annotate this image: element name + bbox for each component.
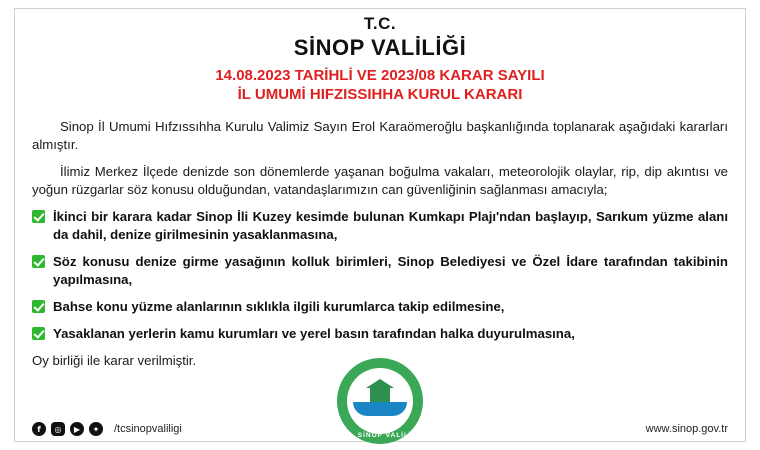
seal-label: T.C. SİNOP VALİLİĞİ [339,432,421,439]
decision-text: Bahse konu yüzme alanlarının sıklıkla ilgili kurumlarca takip edilmesine, [53,299,505,314]
check-icon [32,300,45,313]
document-body [32,118,728,370]
decision-line-2: İL UMUMİ HIFZISSIHHA KURUL KARARI [237,86,523,103]
website-url[interactable]: www.sinop.gov.tr [645,423,728,435]
decision-text: İkinci bir karara kadar Sinop İli Kuzey kesimde bulunan Kumkapı Plajı'ndan başlayıp, Sarıkum yüzme alanı da dahil, denize girilmesinin yasaklanmasına, [53,209,728,242]
youtube-icon[interactable]: ▶ [70,422,84,436]
list-item [32,325,728,343]
decision-line-1: 14.08.2023 TARİHLİ VE 2023/08 KARAR SAYILI [215,67,545,84]
instagram-icon[interactable]: ◎ [51,422,65,436]
closing-statement: Oy birliği ile karar verilmiştir. [32,353,197,368]
twitter-icon[interactable]: ✦ [89,422,103,436]
social-links[interactable] [32,422,182,436]
document-header [32,14,728,104]
social-handle: /tcsinopvaliligi [114,423,182,435]
list-item [32,208,728,244]
document-footer [32,422,728,436]
seal-emblem-icon [353,376,407,416]
check-icon [32,210,45,223]
paragraph-1: Sinop İl Umumi Hıfzıssıhha Kurulu Valimiz Sayın Erol Karaömeroğlu başkanlığında toplanarak aşağıdaki kararları almıştır. [32,119,728,152]
decision-list [32,208,728,343]
seal-wave-shape [353,402,407,416]
authority-title: SİNOP VALİLİĞİ [293,35,467,60]
list-item [32,298,728,316]
decision-text: Yasaklanan yerlerin kamu kurumları ve yerel basın tarafından halka duyurulmasına, [53,326,575,341]
facebook-icon[interactable]: f [32,422,46,436]
decision-text: Söz konusu denize girme yasağının kolluk birimleri, Sinop Belediyesi ve Özel İdare tarafından takibinin yapılmasına, [53,254,728,287]
paragraph-2: İlimiz Merkez İlçede denizde son dönemlerde yaşanan boğulma vakaları, meteorolojik olaylar, rip, dip akıntısı ve yoğun rüzgarlar söz konusu olduğundan, vatandaşlarımızın can güvenliğinin sağlanması amacıyla; [32,164,728,197]
check-icon [32,327,45,340]
republic-label: T.C. [363,14,397,33]
check-icon [32,255,45,268]
list-item [32,253,728,289]
